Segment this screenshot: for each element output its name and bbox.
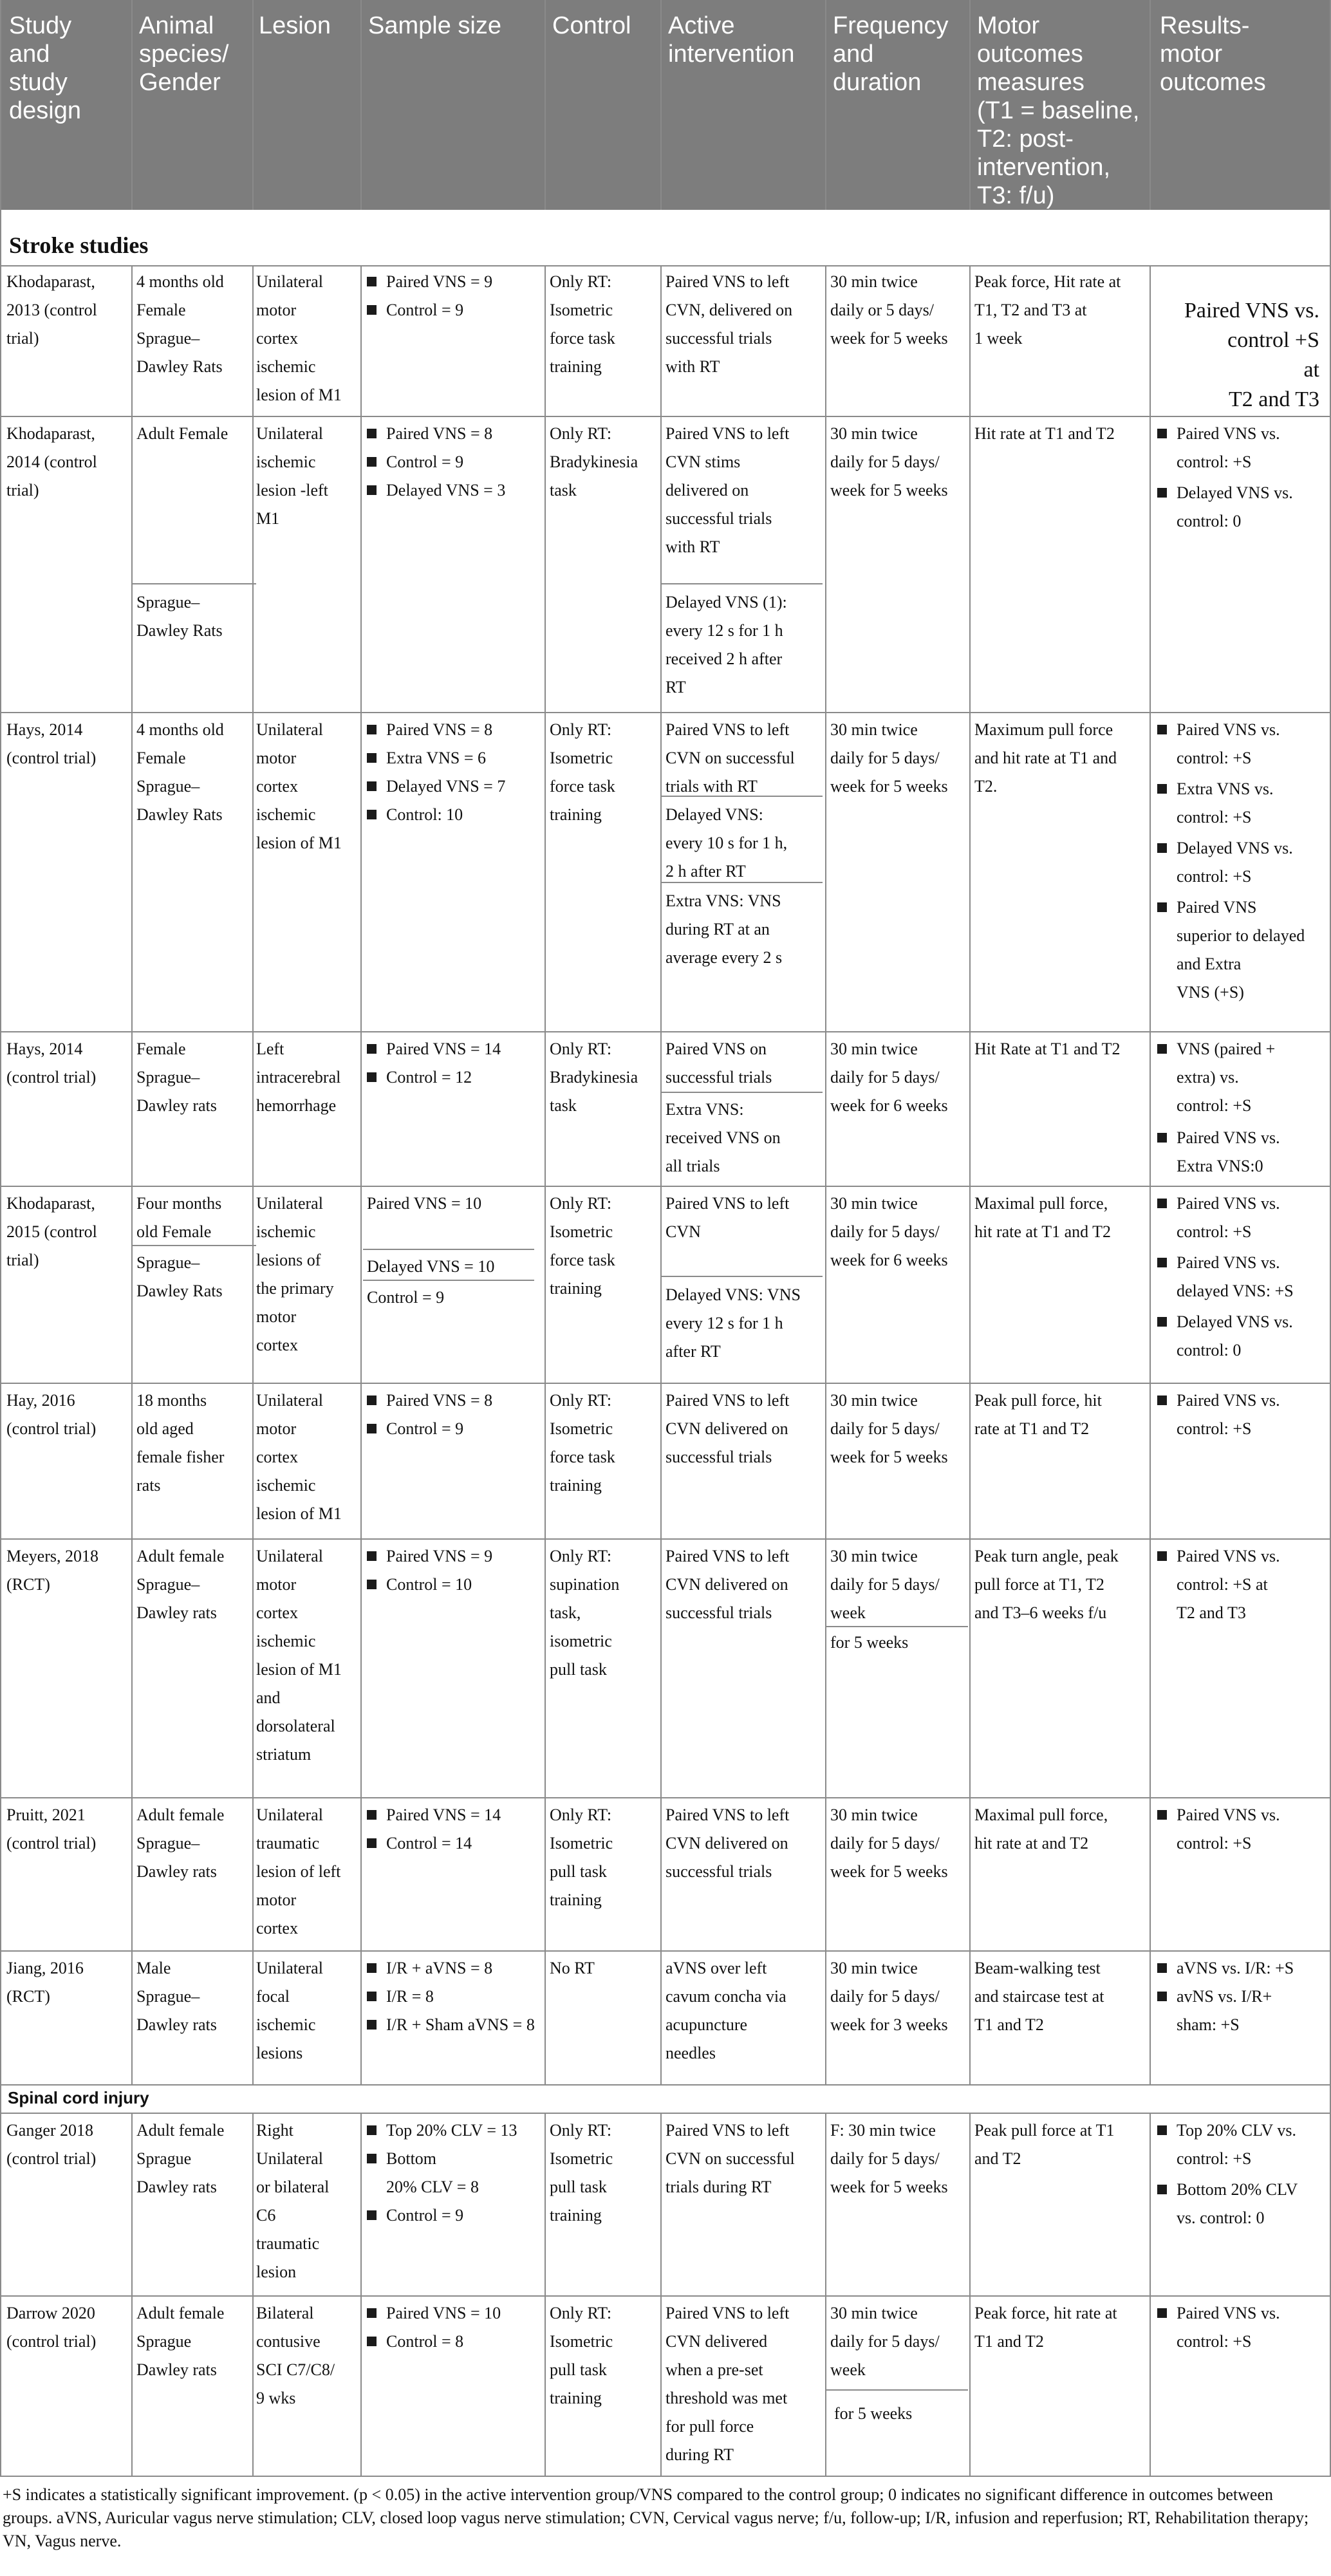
cell-sample-item: Delayed VNS = 7 [366, 772, 547, 801]
cell-study: Darrow 2020 (control trial) [6, 2304, 97, 2351]
cell-sample-item: Paired VNS = 10 [367, 1194, 482, 1213]
column-divider [360, 0, 362, 210]
cell-intervention: aVNS over left cavum concha via acupuncture needles [666, 1959, 786, 2062]
cell-sample-item: Paired VNS = 14 [366, 1801, 547, 1829]
cell-study: Hays, 2014 (control trial) [6, 1040, 97, 1087]
cell-frequency: 30 min twice daily for 5 days/ week for 5 weeks [830, 720, 948, 796]
cell-sample-item: Extra VNS = 6 [366, 744, 547, 772]
column-divider [360, 2113, 362, 2477]
cell-sample-item: Bottom 20% CLV = 8 [366, 2145, 547, 2201]
cell-result-item: aVNS vs. I/R: +S [1156, 1954, 1325, 1983]
sub-divider [363, 1280, 534, 1281]
cell-frequency: 30 min twice daily for 5 days/ week for 5 weeks [830, 1806, 948, 1881]
row-divider [0, 1538, 1331, 1540]
header-sample-size: Sample size [368, 12, 501, 39]
cell-animal: Sprague– Dawley Rats [136, 593, 223, 640]
cell-result-item: avNS vs. I/R+ sham: +S [1156, 1983, 1325, 2039]
sub-divider [662, 882, 823, 883]
cell-result-item: Extra VNS vs. control: +S [1156, 775, 1325, 832]
cell-animal: 4 months old Female Sprague– Dawley Rats [136, 720, 224, 824]
cell-result-item: Paired VNS vs. control: +S [1156, 1801, 1325, 1858]
cell-result-item: Paired VNS vs. control +S at T2 and T3 [1184, 299, 1319, 411]
row-divider [0, 1186, 1331, 1187]
section-sci-label: Spinal cord injury [8, 2088, 149, 2107]
column-divider [969, 0, 971, 210]
cell-lesion: Unilateral motor cortex ischemic lesion of M1 [256, 1391, 342, 1523]
column-divider [1150, 265, 1151, 2084]
sub-divider [826, 2389, 968, 2391]
cell-measures: Hit Rate at T1 and T2 [974, 1040, 1121, 1058]
section-stroke-label: Stroke studies [9, 232, 149, 258]
cell-sample-item: Paired VNS = 9 [366, 268, 547, 296]
cell-frequency: for 5 weeks [834, 2404, 913, 2423]
cell-frequency: 30 min twice daily for 5 days/ week for 6 weeks [830, 1040, 948, 1115]
cell-measures: Peak force, hit rate at T1 and T2 [974, 2304, 1117, 2351]
header-control: Control [552, 12, 631, 39]
cell-intervention: Paired VNS to left CVN on successful trials with RT [666, 720, 795, 796]
column-divider [1150, 2113, 1151, 2477]
header-lesion: Lesion [259, 12, 331, 39]
cell-sample-item: Delayed VNS = 3 [366, 476, 547, 505]
cell-sample-item: I/R + aVNS = 8 [366, 1954, 547, 1983]
cell-frequency: F: 30 min twice daily for 5 days/ week for 5 weeks [830, 2121, 948, 2196]
row-divider [0, 2084, 1331, 2086]
cell-measures: Peak force, Hit rate at T1, T2 and T3 at 1 week [974, 272, 1121, 348]
cell-study: Hays, 2014 (control trial) [6, 720, 97, 767]
sub-divider [363, 1249, 534, 1250]
cell-control: Only RT: supination task, isometric pull task [550, 1547, 620, 1679]
cell-animal: Adult female Sprague Dawley rats [136, 2304, 225, 2379]
section-divider [0, 2113, 1331, 2114]
column-divider [360, 265, 362, 2084]
sub-divider [662, 1276, 823, 1277]
cell-control: Only RT: Isometric force task training [550, 1391, 615, 1495]
column-divider [825, 2113, 826, 2477]
cell-animal: Adult Female [136, 424, 228, 443]
cell-sample-item: Top 20% CLV = 13 [366, 2116, 547, 2145]
cell-frequency: 30 min twice daily for 5 days/ week for 5 weeks [830, 1391, 948, 1466]
cell-intervention: Paired VNS on successful trials [666, 1040, 772, 1087]
cell-frequency: 30 min twice daily for 5 days/ week for 3 weeks [830, 1959, 948, 2034]
cell-sample-item: Control = 8 [366, 2328, 547, 2356]
column-divider [825, 265, 826, 2084]
cell-frequency: 30 min twice daily for 5 days/ week for 6 weeks [830, 1194, 948, 1269]
cell-sample-item: Control = 9 [366, 1415, 547, 1443]
cell-intervention: Extra VNS: VNS during RT at an average every 2 s [666, 891, 783, 967]
cell-measures: Maximal pull force, hit rate at and T2 [974, 1806, 1108, 1853]
cell-animal: Female Sprague– Dawley rats [136, 1040, 217, 1115]
cell-sample-item: Control = 9 [366, 448, 547, 476]
column-divider [969, 265, 971, 2084]
cell-sample-item: Paired VNS = 10 [366, 2299, 547, 2328]
cell-measures: Peak pull force, hit rate at T1 and T2 [974, 1391, 1102, 1438]
cell-lesion: Unilateral ischemic lesions of the primary motor cortex [256, 1194, 334, 1354]
row-divider [0, 416, 1331, 417]
cell-study: Ganger 2018 (control trial) [6, 2121, 97, 2168]
column-divider [131, 2113, 133, 2477]
column-divider [544, 0, 546, 210]
sub-divider [133, 1245, 256, 1246]
cell-sample-item: Control = 14 [366, 1829, 547, 1858]
row-divider [0, 1383, 1331, 1384]
cell-lesion: Bilateral contusive SCI C7/C8/ 9 wks [256, 2304, 335, 2407]
cell-result-item: Paired VNS vs. control: +S [1156, 716, 1325, 772]
cell-result-item: Top 20% CLV vs. control: +S [1156, 2116, 1325, 2173]
cell-lesion: Unilateral ischemic lesion -left M1 [256, 424, 328, 528]
cell-measures: Maximal pull force, hit rate at T1 and T2 [974, 1194, 1112, 1241]
cell-result-item: Paired VNS vs. control: +S [1156, 1386, 1325, 1443]
cell-intervention: Paired VNS to left CVN delivered when a pre-set threshold was met for pull force during RT [666, 2304, 790, 2464]
cell-animal: Male Sprague– Dawley rats [136, 1959, 217, 2034]
cell-control: No RT [550, 1959, 595, 1977]
cell-intervention: Delayed VNS: every 10 s for 1 h, 2 h after RT [666, 805, 788, 881]
cell-study: Jiang, 2016 (RCT) [6, 1959, 84, 2006]
cell-lesion: Unilateral traumatic lesion of left motor cortex [256, 1806, 341, 1937]
header-study: Study and study design [9, 12, 81, 124]
cell-control: Only RT: Bradykinesia task [550, 424, 638, 499]
cell-sample-item: Paired VNS = 8 [366, 1386, 547, 1415]
column-divider [825, 0, 826, 210]
cell-sample-item: Control = 10 [366, 1571, 547, 1599]
column-divider [252, 2113, 254, 2477]
cell-frequency: 30 min twice daily or 5 days/ week for 5 weeks [830, 272, 948, 348]
cell-intervention: Paired VNS to left CVN delivered on successful trials [666, 1806, 790, 1881]
cell-result-item: Paired VNS superior to delayed and Extra VNS (+S) [1156, 893, 1325, 1007]
header-results: Results- motor outcomes [1160, 12, 1266, 96]
cell-study: Pruitt, 2021 (control trial) [6, 1806, 97, 1853]
cell-animal: Adult female Sprague Dawley rats [136, 2121, 225, 2196]
cell-result-item: Paired VNS vs. control: +S [1156, 420, 1325, 476]
cell-result-item: VNS (paired + extra) vs. control: +S [1156, 1035, 1325, 1120]
cell-sample-item: Paired VNS = 8 [366, 420, 547, 448]
row-divider [0, 1950, 1331, 1952]
cell-measures: Hit rate at T1 and T2 [974, 424, 1115, 443]
cell-measures: Peak pull force at T1 and T2 [974, 2121, 1115, 2168]
cell-result-item: Delayed VNS vs. control: 0 [1156, 1308, 1325, 1365]
cell-study: Hay, 2016 (control trial) [6, 1391, 97, 1438]
row-divider [0, 1031, 1331, 1032]
cell-animal: Adult female Sprague– Dawley rats [136, 1806, 225, 1881]
cell-animal: Adult female Sprague– Dawley rats [136, 1547, 225, 1622]
cell-sample-item: Control = 12 [366, 1063, 547, 1092]
cell-animal: 18 months old aged female fisher rats [136, 1391, 225, 1495]
cell-animal: Four months old Female [136, 1194, 222, 1241]
row-divider [0, 2295, 1331, 2297]
sub-divider [662, 583, 823, 584]
cell-lesion: Unilateral motor cortex ischemic lesion of M1 [256, 272, 342, 404]
cell-result-item: Bottom 20% CLV vs. control: 0 [1156, 2176, 1325, 2232]
column-divider [0, 0, 1, 2477]
section-divider [0, 265, 1331, 266]
column-divider [660, 2113, 662, 2477]
cell-result-item: Paired VNS vs. control: +S [1156, 2299, 1325, 2356]
cell-animal: 4 months old Female Sprague– Dawley Rats [136, 272, 224, 376]
row-divider [0, 1797, 1331, 1798]
cell-study: Meyers, 2018 (RCT) [6, 1547, 98, 1594]
sub-divider [662, 1092, 823, 1093]
cell-lesion: Right Unilateral or bilateral C6 traumatic lesion [256, 2121, 330, 2281]
table-bottom-border [0, 2476, 1331, 2477]
column-divider [131, 265, 133, 2084]
column-divider [660, 0, 662, 210]
cell-measures: Peak turn angle, peak pull force at T1, T2 and T3–6 weeks f/u [974, 1547, 1119, 1622]
cell-sample-item: Control = 9 [366, 296, 547, 324]
cell-sample-item: Paired VNS = 9 [366, 1542, 547, 1571]
row-divider [0, 712, 1331, 713]
column-divider [544, 2113, 546, 2477]
cell-result-item: Delayed VNS vs. control: +S [1156, 834, 1325, 891]
cell-sample-item: Control = 9 [366, 2201, 547, 2230]
cell-sample-item: Control = 9 [367, 1288, 445, 1307]
cell-measures: Beam-walking test and staircase test at T1 and T2 [974, 1959, 1104, 2034]
cell-frequency: 30 min twice daily for 5 days/ week [830, 1547, 940, 1622]
cell-lesion: Left intracerebral hemorrhage [256, 1040, 341, 1115]
cell-control: Only RT: Isometric force task training [550, 720, 615, 824]
sub-divider [662, 796, 823, 797]
cell-control: Only RT: Isometric pull task training [550, 1806, 613, 1909]
cell-result-item: Paired VNS vs. control: +S [1156, 1190, 1325, 1246]
cell-frequency: for 5 weeks [830, 1633, 909, 1652]
cell-intervention: Paired VNS to left CVN [666, 1194, 790, 1241]
column-divider [1150, 0, 1151, 210]
sub-divider [826, 1626, 968, 1627]
cell-frequency: 30 min twice daily for 5 days/ week [830, 2304, 940, 2379]
cell-intervention: Paired VNS to left CVN on successful trials during RT [666, 2121, 795, 2196]
cell-intervention: Paired VNS to left CVN stims delivered on successful trials with RT [666, 424, 790, 556]
cell-intervention: Delayed VNS (1): every 12 s for 1 h received 2 h after RT [666, 593, 787, 696]
column-divider [252, 265, 254, 2084]
cell-control: Only RT: Bradykinesia task [550, 1040, 638, 1115]
cell-lesion: Unilateral focal ischemic lesions [256, 1959, 323, 2062]
cell-animal: Sprague– Dawley Rats [136, 1253, 223, 1300]
cell-intervention: Paired VNS to left CVN, delivered on successful trials with RT [666, 272, 793, 376]
cell-sample-item: Delayed VNS = 10 [367, 1257, 495, 1276]
header-motor-measures: Motor outcomes measures (T1 = baseline, T2: post- intervention, T3: f/u) [977, 12, 1140, 209]
cell-study: Khodaparast, 2015 (control trial) [6, 1194, 97, 1269]
cell-study: Khodaparast, 2014 (control trial) [6, 424, 97, 499]
column-divider [252, 0, 254, 210]
header-active-intervention: Active intervention [668, 12, 795, 68]
cell-control: Only RT: Isometric pull task training [550, 2304, 613, 2407]
cell-intervention: Extra VNS: received VNS on all trials [666, 1100, 781, 1175]
cell-control: Only RT: Isometric pull task training [550, 2121, 613, 2225]
header-animal: Animal species/ Gender [139, 12, 229, 96]
cell-study: Khodaparast, 2013 (control trial) [6, 272, 97, 348]
column-divider [969, 2113, 971, 2477]
cell-sample-item: I/R + Sham aVNS = 8 [366, 2011, 547, 2039]
cell-control: Only RT: Isometric force task training [550, 272, 615, 376]
cell-intervention: Paired VNS to left CVN delivered on successful trials [666, 1547, 790, 1622]
cell-sample-item: Paired VNS = 8 [366, 716, 547, 744]
cell-intervention: Delayed VNS: VNS every 12 s for 1 h after RT [666, 1285, 801, 1361]
cell-sample-item: Control: 10 [366, 801, 547, 829]
cell-intervention: Paired VNS to left CVN delivered on successful trials [666, 1391, 790, 1466]
cell-sample-item: I/R = 8 [366, 1983, 547, 2011]
column-divider [660, 265, 662, 2084]
cell-result-item: Paired VNS vs. delayed VNS: +S [1156, 1249, 1325, 1305]
cell-result-item: Paired VNS vs. Extra VNS:0 [1156, 1124, 1325, 1181]
cell-result-item: Delayed VNS vs. control: 0 [1156, 479, 1325, 536]
cell-control: Only RT: Isometric force task training [550, 1194, 615, 1298]
column-divider [131, 0, 133, 210]
cell-sample-item: Paired VNS = 14 [366, 1035, 547, 1063]
table-footnote: +S indicates a statistically significant improvement. (p < 0.05) in the active intervention group/VNS compared to the control group; 0 indicates no significant difference in outcomes between groups. aVNS, Auricular vagus nerve stimulation; CLV, closed loop vagus nerve stimulation; CVN, Cervical vagus nerve; f/u, follow-up; I/R, infusion and reperfusion; RT, Rehabilitation therapy; VN, Vagus nerve. [3, 2485, 1309, 2550]
cell-lesion: Unilateral motor cortex ischemic lesion of M1 [256, 720, 342, 852]
cell-result-item: Paired VNS vs. control: +S at T2 and T3 [1156, 1542, 1325, 1627]
sub-divider [133, 583, 256, 584]
cell-measures: Maximum pull force and hit rate at T1 and T2. [974, 720, 1117, 796]
header-frequency: Frequency and duration [833, 12, 949, 96]
column-divider [544, 265, 546, 2084]
cell-frequency: 30 min twice daily for 5 days/ week for 5 weeks [830, 424, 948, 499]
cell-lesion: Unilateral motor cortex ischemic lesion of M1 and dorsolateral striatum [256, 1547, 342, 1764]
